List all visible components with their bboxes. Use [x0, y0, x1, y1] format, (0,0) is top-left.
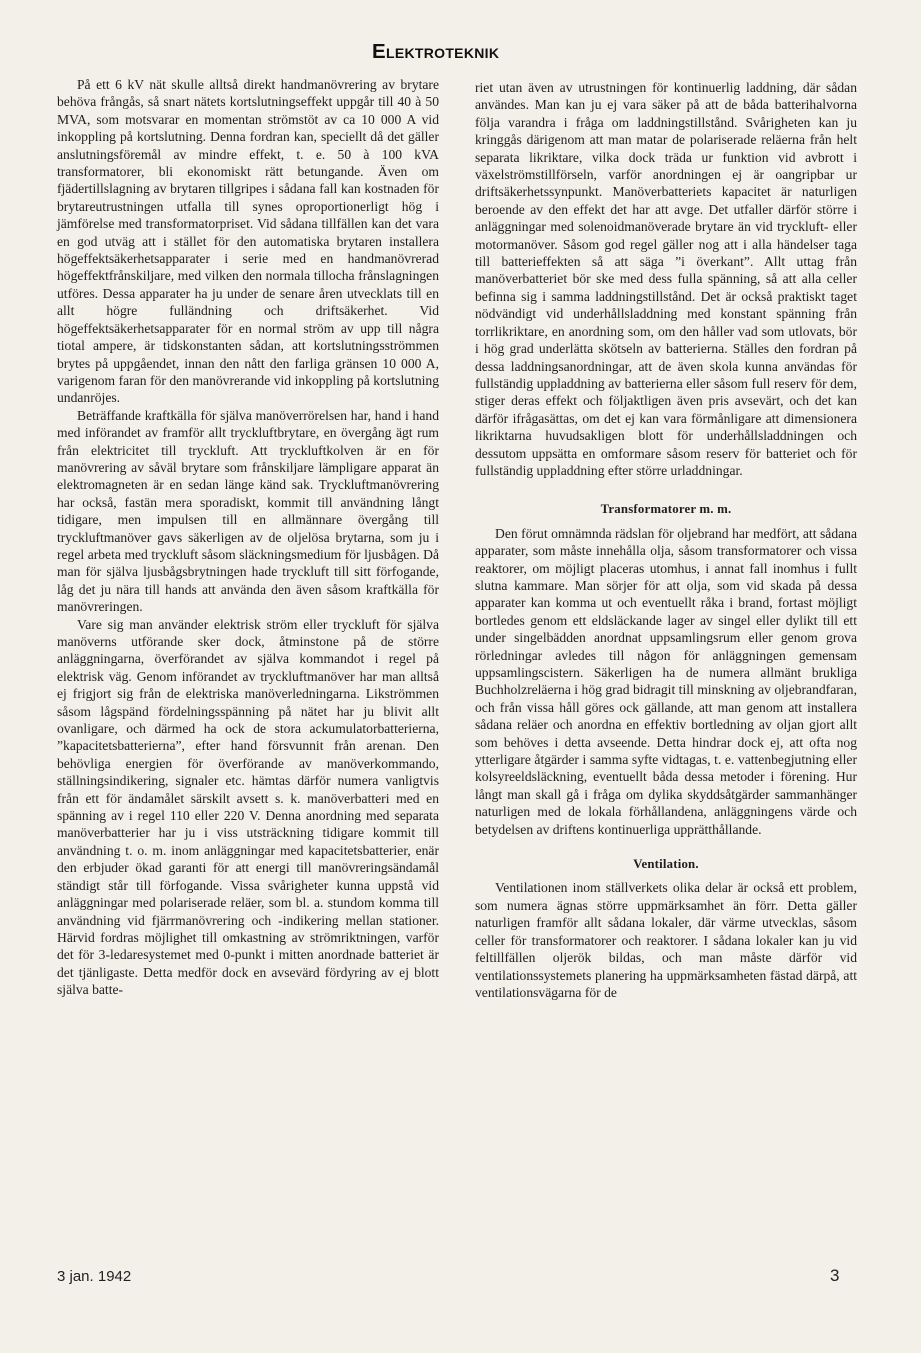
paragraph: Vare sig man använder elektrisk ström eller tryckluft för själva manöverns utförande sker dock, åtminstone på de större anläggningarna, överförandet av själva kommandot i regel på elektrisk väg. Genom införandet av tryckluftmanöver har man alltså ej frigjort sig från de elektriska manöverledningarna. Likströmmen såsom lågspänd fördelningsspänning på nätet har ju blivit allt ovanligare, och därmed ha ock de stora ackumulatorbatterierna, ”kapacitetsbatterierna”, efter hand försvunnit från arenan. Den behövliga energien för överförande av manöverkommando, ställningsindikering, signaler etc. hämtas därför numera vanligtvis från ett för ändamålet särskilt avsett s. k. manöverbatteri med en spänning av i regel 110 eller 220 V. Denna anordning med separata manöverbatterier har ju i viss utsträckning tidigare kommit till användning t. o. m. inom anläggningar med kapacitetsbatterier, enär den erbjuder ökad garanti för att energi till manövreringsändamål ständigt står till förfogande. Vissa svårigheter kunna uppstå vid anläggningar med polariserade reläer, som bl. a. stundom komma till användning vid fjärrmanövrering och -indikering mellan stationer. Härvid fordras möjlighet till omkastning av strömriktningen, varför det för 3-ledaresystemet med 0-punkt i mitten anordnade batteriet är det tjänligaste. Detta medför dock en avsevärd fördyring av ej blott själva batte-	[57, 616, 439, 998]
section-heading-transformatorer: Transformatorer m. m.	[600, 502, 732, 517]
section-heading-ventilation: Ventilation.	[633, 857, 699, 872]
paragraph: Beträffande kraftkälla för själva manöverrörelsen har, hand i hand med införandet av framför allt tryckluftbrytare, en övergång ägt rum från elektricitet till tryckluft. Att tryckluftkolven är en för manövrering av såväl brytare som frånskiljare lämpligare apparat än elektromagneten är en sedan länge känd sak. Tryckluftmanövrering har också, fastän mera sporadiskt, kommit till användning långt tidigare, men impulsen till en allmännare övergång till tryckluftmanöver gavs säkerligen av de oljelösa brytarna, som ju i regel arbeta med tryckluft såsom släckningsmedium för ljusbågen. Då man för själva ljusbågsbrytningen hade tryckluft till sitt förfogande, låg det ju nära till hands att använda den även såsom kraftkälla för manövreringen.	[57, 407, 439, 615]
right-column	[475, 79, 857, 1001]
paragraph: På ett 6 kV nät skulle alltså direkt handmanövrering av brytare behöva frångås, så snart nätets kortslutningseffekt uppgår till 40 à 50 MVA, som motsvarar en momentan strömstöt av ca 10 000 A vid inkoppling på kortslutning. Denna fordran kan, speciellt då det gäller anslutningsföremål av mindre effekt, t. e. 50 à 100 kVA transformatorer, bli ekonomiskt rätt betungande. Även om fjädertillslagning av brytaren tillgripes i sådana fall kan kostnaden för brytareutrustningen utfalla till synes oproportionerligt hög i jämförelse med transformatorpriset. Vid sådana tillfällen kan det vara en god utväg att i stället för den automatiska brytaren installera högeffektsäkerhetsapparater i serie med en handmanövrerad högeffektfrånskiljare, med vilken den normala tillocha frånslagningen utföres. Dessa apparater ha ju under de senare åren utvecklats till en allt högre fulländning och driftsäkerhet. Vid högeffektsäkerhetsapparater för en normal ström av upp till några tiotal ampere, är tidskonstanten sådan, att kortslutningsströmmen brytes på uppgåendet, innan den nått den farliga gränsen 10 000 A, varigenom faran för den manövrerande vid inkoppling på kortslutning undanröjes.	[57, 77, 439, 406]
paragraph: Den förut omnämnda rädslan för oljebrand har medfört, att sådana apparater, som måste innehålla olja, såsom transformatorer och vissa reaktorer, om möjligt placeras utomhus, i annat fall inomhus i fullt slutna kammare. Man sörjer för att olja, som vid skada på dessa apparater kan komma ut och eventuellt råka i brand, fortast möjligt bortledes genom ett eldsläckande lager av singel eller dylikt till ett under singelbädden anordnat uppsamlingsrum eller genom grova rörledningar avledes till någon för anläggningen gemensam uppsamlingscistern. Säkerligen ha de numera allmänt brukliga Buchholzreläerna i hög grad bidragit till minskning av oljebrandfaran, och från vissa håll göres ock gällande, att man genom att installera sådana reläer och anordna en effektiv bortledning av oljan gjort allt som behöves i detta avseende. Detta hindrar dock ej, att ofta nog ytterligare åtgärder i samma syfte vidtagas, t. e. vattenbegjutning eller kolsyreeldsläckning, eventuellt båda dessa metoder i förening. Hur långt man skall gå i fråga om dylika skyddsåtgärder sammanhänger naturligen med de lokala förhållandena, anläggningens värde och betydelsen av driftens kontinuerliga upprätthållande.	[475, 525, 857, 837]
left-column	[57, 76, 439, 999]
page-header-title: Elektroteknik	[372, 40, 500, 63]
page-number: 3	[830, 1266, 840, 1285]
footer-date: 3 jan. 1942	[57, 1268, 132, 1285]
paragraph: riet utan även av utrustningen för kontinuerlig laddning, där sådan användes. Man kan ju ej vara säker på att de båda batterihalvorna följa varandra i fråga om laddningstillstånd. Svårigheten kan ju kringgås därigenom att man matar de polariserade reläerna från helt separata likriktare, vilka dock träda ur funktion vid avbrott i växelströmstillförseln, varför anordningen ej är oangripbar ur driftsäkerhetssynpunkt. Manöverbatteriets kapacitet är naturligen beroende av den effekt det har att avge. Det utfaller därför större i anläggningar med solenoidmanöverade brytare än vid tryckluft- eller motormanöver. Såsom god regel gäller nog att i alla händelser taga till batterieffekten så att säga ”i överkant”. Allt uttag från manöverbatteriet bör ske med dess fulla spänning, så att alla celler befinna sig i samma laddningstillstånd. Det är också praktiskt taget nödvändigt vid underhållsladdning med konstant spänning från torrlikriktare, en anordning som, om den håller vad som utlovats, bör i hög grad underlätta skötseln av batterierna. Ställes den fordran på dessa laddningsanordningar, att de även skola kunna användas för fullständig uppladdning av batterierna eller såsom full reserv för dem, stiger deras effekt och följaktligen även pris avsevärt, och det kan därför ifrågasättas, om det ej kan vara förmånligare att dimensionera likriktarna huvudsakligen blott för underhållsladdningen och dessutom uppsätta en omformare såsom reserv för batteriet och för fullständig uppladdning efter större urladdningar.	[475, 80, 857, 478]
paragraph: Ventilationen inom ställverkets olika delar är också ett problem, som numera ägnas större uppmärksamhet än förr. Detta gäller naturligen framför allt sådana lokaler, där värme utvecklas, såsom celler för transformatorer och reaktorer. I sådana lokaler kan ju vid feltillfällen oljerök bildas, och man måste därför vid ventilationssystemets planering ha uppmärksamheten fästad därpå, att ventilationsvägarna för de	[475, 880, 857, 1000]
